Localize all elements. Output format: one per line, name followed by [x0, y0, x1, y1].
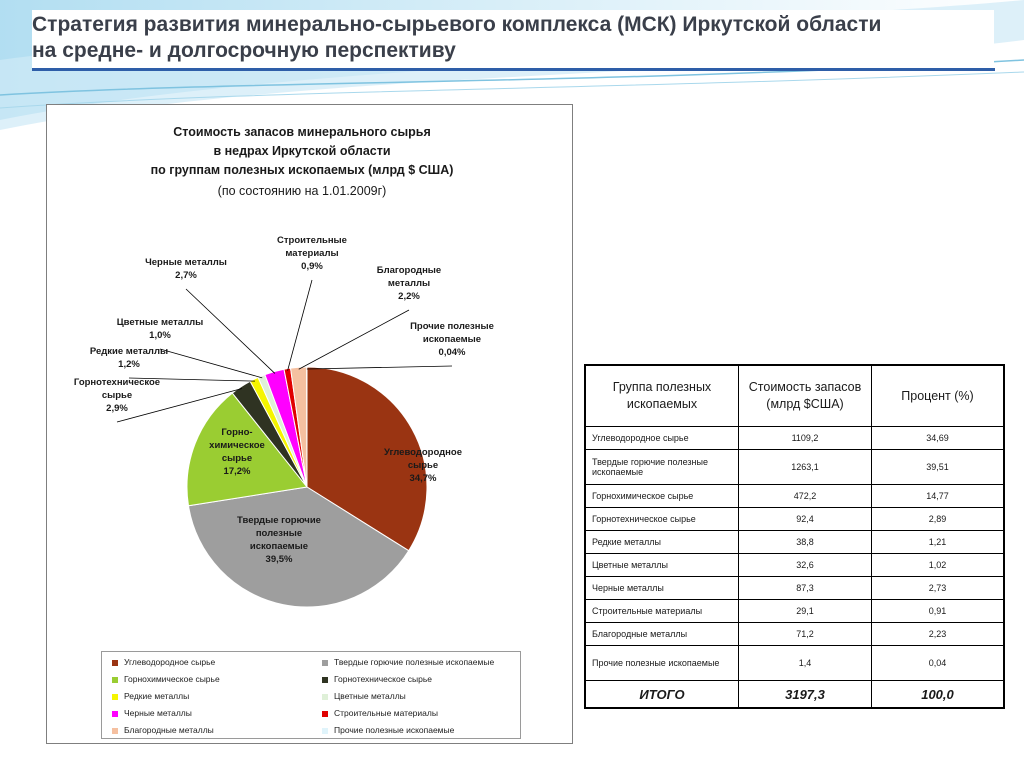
table-row	[585, 600, 1004, 623]
slice-data-label: Цветные металлы 1,0%	[116, 317, 204, 341]
slice-data-label: Строительные материалы 0,9%	[277, 235, 347, 272]
table-row	[585, 531, 1004, 554]
pie-chart	[47, 105, 572, 645]
leader-line	[160, 349, 262, 378]
legend-item	[322, 673, 432, 685]
row-value: 1109,2	[739, 427, 872, 450]
row-percent: 2,73	[872, 577, 1005, 600]
total-percent: 100,0	[872, 681, 1005, 709]
slide-title	[32, 12, 992, 64]
chart-subtitle: (по состоянию на 1.01.2009г)	[217, 184, 387, 198]
legend-item	[112, 707, 192, 719]
legend-item	[322, 656, 494, 668]
row-value: 1263,1	[739, 450, 872, 485]
legend-swatch	[112, 677, 118, 683]
table-row	[585, 554, 1004, 577]
row-name: Горнохимическое сырье	[585, 485, 739, 508]
row-name: Строительные материалы	[585, 600, 739, 623]
data-table-wrap	[584, 364, 1005, 709]
row-value: 38,8	[739, 531, 872, 554]
slice-data-label: Редкие металлы 1,2%	[89, 346, 169, 370]
slice-data-label: Прочие полезные ископаемые 0,04%	[410, 321, 494, 358]
legend-label: Цветные металлы	[334, 691, 406, 701]
table-row	[585, 623, 1004, 646]
data-table	[584, 364, 1005, 709]
legend-swatch	[322, 694, 328, 700]
row-percent: 1,02	[872, 554, 1005, 577]
row-value: 71,2	[739, 623, 872, 646]
row-value: 32,6	[739, 554, 872, 577]
legend-swatch	[322, 728, 328, 734]
row-percent: 39,51	[872, 450, 1005, 485]
legend-label: Редкие металлы	[124, 691, 190, 701]
legend-label: Горнотехническое сырье	[334, 674, 433, 684]
slide-header	[32, 10, 994, 68]
slice-data-label: Благородные металлы 2,2%	[376, 265, 442, 302]
legend-label: Твердые горючие полезные ископаемые	[334, 657, 495, 667]
row-name: Прочие полезные ископаемые	[585, 646, 739, 681]
legend-swatch	[112, 694, 118, 700]
legend-label: Благородные металлы	[124, 725, 214, 735]
legend-swatch	[112, 660, 118, 666]
chart-legend	[101, 651, 521, 739]
row-value: 87,3	[739, 577, 872, 600]
table-total-row	[585, 681, 1004, 709]
row-value: 472,2	[739, 485, 872, 508]
pie-chart-panel	[46, 104, 573, 744]
legend-label: Углеводородное сырье	[124, 657, 216, 667]
row-name: Углеводородное сырье	[585, 427, 739, 450]
legend-label: Прочие полезные ископаемые	[334, 725, 455, 735]
legend-swatch	[322, 660, 328, 666]
table-row	[585, 508, 1004, 531]
row-percent: 0,04	[872, 646, 1005, 681]
row-name: Цветные металлы	[585, 554, 739, 577]
row-value: 92,4	[739, 508, 872, 531]
legend-item	[112, 673, 220, 685]
row-name: Горнотехническое сырье	[585, 508, 739, 531]
legend-item	[112, 656, 215, 668]
table-header-row	[585, 365, 1004, 427]
slice-data-label: Углеводородное сырье 34,7%	[383, 447, 463, 484]
slice-data-label: Твердые горючие полезные ископаемые 39,5%	[237, 515, 321, 565]
chart-title-line: по группам полезных ископаемых (млрд $ США)	[150, 163, 454, 177]
leader-line	[186, 289, 275, 373]
table-header-value: Стоимость запасов (млрд $США)	[739, 365, 872, 427]
row-percent: 34,69	[872, 427, 1005, 450]
legend-swatch	[322, 677, 328, 683]
table-row	[585, 427, 1004, 450]
total-name: ИТОГО	[585, 681, 739, 709]
slice-data-label: Черные металлы 2,7%	[145, 257, 227, 281]
table-header-percent: Процент (%)	[872, 365, 1005, 427]
leader-line	[288, 280, 312, 371]
row-percent: 2,23	[872, 623, 1005, 646]
legend-swatch	[322, 711, 328, 717]
row-percent: 0,91	[872, 600, 1005, 623]
total-value: 3197,3	[739, 681, 872, 709]
row-name: Твердые горючие полезные ископаемые	[585, 450, 739, 485]
slice-data-label: Горно-химическое сырье 17,2%	[209, 427, 265, 477]
chart-title-line: в недрах Иркутской области	[213, 144, 391, 158]
legend-item	[322, 724, 454, 736]
row-percent: 2,89	[872, 508, 1005, 531]
legend-item	[322, 690, 406, 702]
legend-swatch	[112, 711, 118, 717]
row-value: 29,1	[739, 600, 872, 623]
legend-item	[112, 724, 214, 736]
slide-title-line2: на средне- и долгосрочную перспективу	[32, 39, 456, 62]
leader-line	[307, 366, 452, 369]
legend-swatch	[112, 728, 118, 734]
table-row	[585, 450, 1004, 485]
legend-label: Горнохимическое сырье	[124, 674, 220, 684]
row-name: Благородные металлы	[585, 623, 739, 646]
legend-item	[112, 690, 189, 702]
legend-label: Строительные материалы	[334, 708, 438, 718]
table-row	[585, 646, 1004, 681]
row-name: Редкие металлы	[585, 531, 739, 554]
leader-line	[299, 310, 409, 369]
slide-title-line1: Стратегия развития минерально-сырьевого комплекса (МСК) Иркутской области	[32, 13, 882, 36]
chart-title-line: Стоимость запасов минерального сырья	[173, 125, 431, 139]
table-row	[585, 485, 1004, 508]
legend-item	[322, 707, 438, 719]
row-name: Черные металлы	[585, 577, 739, 600]
row-percent: 14,77	[872, 485, 1005, 508]
row-value: 1,4	[739, 646, 872, 681]
table-header-group: Группа полезных ископаемых	[585, 365, 739, 427]
title-underline	[32, 68, 995, 71]
table-row	[585, 577, 1004, 600]
legend-label: Черные металлы	[124, 708, 192, 718]
row-percent: 1,21	[872, 531, 1005, 554]
slice-data-label: Горнотехническое сырье 2,9%	[73, 377, 161, 414]
